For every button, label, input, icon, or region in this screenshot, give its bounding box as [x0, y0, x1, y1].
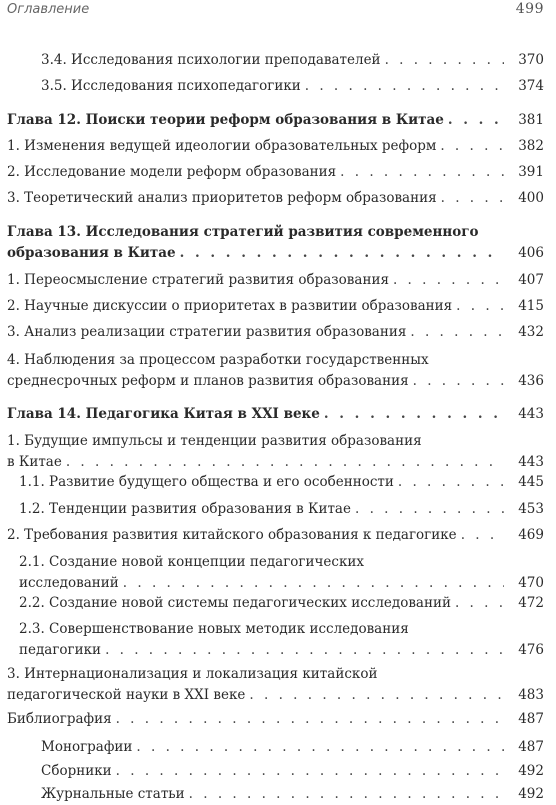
toc-entry-page: 391: [518, 164, 544, 180]
toc-entry[interactable]: [0, 350, 556, 392]
toc-entry-page: 443: [518, 454, 544, 470]
toc-chapter-title: Глава 14. Педагогика Китая в XXI веке: [7, 406, 320, 422]
toc-entry[interactable]: [0, 296, 556, 317]
toc-entry-title-line2: в Китае: [7, 454, 62, 470]
leader-dots: [123, 573, 504, 594]
leader-dots: [385, 50, 504, 71]
toc-entry-page: 469: [518, 527, 544, 543]
toc-entry-page: 472: [518, 595, 544, 611]
toc-chapter[interactable]: [0, 222, 556, 264]
leader-dots: [116, 709, 504, 730]
toc-chapter[interactable]: [0, 110, 556, 131]
toc-entry-page: 470: [518, 575, 544, 591]
leader-dots: [455, 593, 504, 614]
toc-entry-page: 407: [518, 272, 544, 288]
toc-entry-title: 1. Переосмысление стратегий развития образования: [7, 272, 389, 288]
toc-entry-page: 406: [518, 245, 544, 261]
toc-entry[interactable]: [0, 431, 556, 473]
running-head: [7, 1, 544, 23]
leader-dots: [448, 110, 504, 131]
leader-dots: [249, 685, 504, 706]
toc-entry-page: 445: [518, 474, 544, 490]
toc-entry[interactable]: [0, 761, 556, 782]
toc-entry-title: 3. Анализ реализации стратегии развития образования: [7, 324, 407, 340]
toc-entry[interactable]: [0, 136, 556, 157]
toc-chapter-title: Глава 12. Поиски теории реформ образования в Китае: [7, 112, 444, 128]
toc-entry-page: 492: [518, 786, 544, 802]
leader-dots: [189, 784, 504, 805]
toc-entry[interactable]: [0, 188, 556, 209]
toc-entry-page: 483: [518, 687, 544, 703]
leader-dots: [441, 188, 504, 209]
toc-entry[interactable]: [0, 784, 556, 805]
toc-entry-title-line2: среднесрочных реформ и планов развития образования: [7, 373, 409, 389]
toc-entry[interactable]: [0, 76, 556, 97]
toc-entry-page: 382: [518, 138, 544, 154]
toc-entry-page: 400: [518, 190, 544, 206]
toc-entry[interactable]: [0, 664, 556, 706]
toc-entry-page: 443: [518, 406, 544, 422]
leader-dots: [456, 296, 504, 317]
toc-entry-page: 432: [518, 324, 544, 340]
toc-entry[interactable]: [0, 525, 556, 546]
leader-dots: [116, 761, 504, 782]
leader-dots: [305, 76, 504, 97]
toc-entry[interactable]: [0, 50, 556, 71]
toc-entry-title-line2: педагогики: [19, 642, 102, 658]
toc-entry-page: 487: [518, 711, 544, 727]
page-number: 499: [515, 1, 544, 17]
toc-entry-title: Библиография: [7, 711, 112, 727]
toc-subentry[interactable]: [0, 593, 556, 614]
toc-entry-title: 1. Изменения ведущей идеологии образовательных реформ: [7, 138, 437, 154]
toc-entry-title: Сборники: [41, 763, 112, 779]
toc-subentry[interactable]: [0, 619, 556, 661]
toc-entry-page: 492: [518, 763, 544, 779]
toc-entry-page: 381: [518, 112, 544, 128]
toc-entry-title-line1: 2.1. Создание новой концепции педагогических: [19, 554, 364, 570]
toc-entry[interactable]: [0, 270, 556, 291]
leader-dots: [393, 270, 504, 291]
toc-chapter[interactable]: [0, 404, 556, 425]
toc-entry-title: 3.5. Исследования психопедагогики: [41, 78, 301, 94]
toc-entry-page: 415: [518, 298, 544, 314]
toc-entry-page: 374: [518, 78, 544, 94]
toc-entry-title: 2. Научные дискуссии о приоритетах в развитии образования: [7, 298, 453, 314]
toc-entry-title: 1.1. Развитие будущего общества и его особенности: [19, 474, 394, 490]
toc-subentry[interactable]: [0, 552, 556, 594]
toc-entry-title-line1: 1. Будущие импульсы и тенденции развития образования: [7, 433, 422, 449]
toc-chapter-title-line2: образования в Китае: [7, 245, 176, 261]
toc-entry[interactable]: [0, 162, 556, 183]
toc-subentry[interactable]: [0, 499, 556, 520]
toc-entry-title-line2: исследований: [19, 575, 119, 591]
toc-subentry[interactable]: [0, 472, 556, 493]
toc-entry-title-line1: 4. Наблюдения за процессом разработки государственных: [7, 352, 429, 368]
leader-dots: [440, 136, 504, 157]
leader-dots: [413, 371, 504, 392]
toc-entry-page: 370: [518, 52, 544, 68]
toc-entry-page: 476: [518, 642, 544, 658]
leader-dots: [398, 472, 504, 493]
toc-entry-page: 453: [518, 501, 544, 517]
leader-dots: [180, 243, 504, 264]
leader-dots: [324, 404, 504, 425]
leader-dots: [355, 499, 504, 520]
toc-entry[interactable]: [0, 709, 556, 730]
toc-entry-page: 487: [518, 739, 544, 755]
leader-dots: [410, 322, 504, 343]
leader-dots: [340, 162, 504, 183]
toc-entry-title: Монографии: [41, 739, 133, 755]
toc-entry[interactable]: [0, 322, 556, 343]
leader-dots: [136, 737, 504, 758]
toc-entry-title: 1.2. Тенденции развития образования в Китае: [19, 501, 351, 517]
toc-entry-title: 3.4. Исследования психологии преподавателей: [41, 52, 381, 68]
toc-entry-title: 2.2. Создание новой системы педагогических исследований: [19, 595, 451, 611]
toc-entry[interactable]: [0, 737, 556, 758]
toc-entry-title-line1: 2.3. Совершенствование новых методик исследования: [19, 621, 409, 637]
toc-entry-title-line2: педагогической науки в XXI веке: [7, 687, 246, 703]
toc-entry-title: 2. Исследование модели реформ образования: [7, 164, 337, 180]
toc-entry-title: 2. Требования развития китайского образования к педагогике: [7, 527, 457, 543]
leader-dots: [105, 640, 504, 661]
running-head-title: Оглавление: [7, 2, 90, 17]
leader-dots: [66, 452, 504, 473]
toc-chapter-title-line1: Глава 13. Исследования стратегий развития современного: [7, 224, 479, 240]
toc-entry-title-line1: 3. Интернационализация и локализация китайской: [7, 666, 378, 682]
toc-entry-page: 436: [518, 373, 544, 389]
toc-entry-title: 3. Теоретический анализ приоритетов реформ образования: [7, 190, 437, 206]
toc-entry-title: Журнальные статьи: [41, 786, 185, 802]
leader-dots: [461, 525, 504, 546]
